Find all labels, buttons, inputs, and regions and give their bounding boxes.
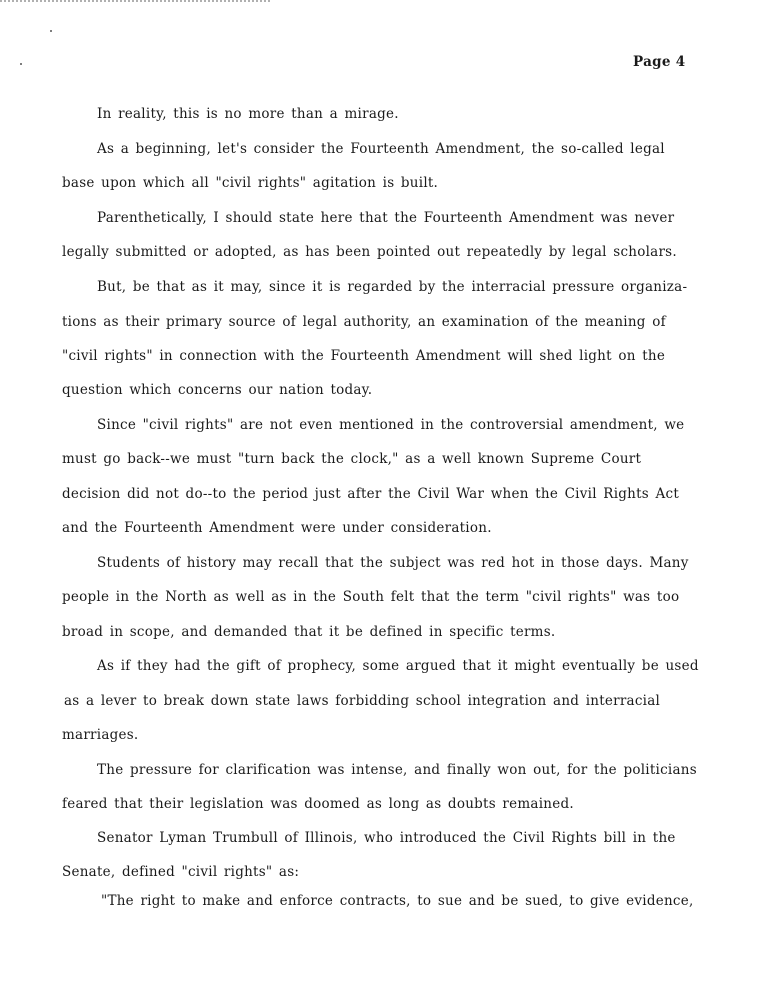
body-line: Since "civil rights" are not even mentioned in the controversial amendment, we (97, 417, 685, 433)
body-line: Senate, defined "civil rights" as: (62, 864, 300, 880)
body-line: broad in scope, and demanded that it be defined in specific terms. (62, 624, 556, 640)
body-line: As if they had the gift of prophecy, some argued that it might eventually be used (97, 658, 699, 674)
body-line: "civil rights" in connection with the Fourteenth Amendment will shed light on the (62, 348, 666, 364)
body-line: must go back--we must "turn back the clock," as a well known Supreme Court (62, 451, 642, 467)
body-line: Students of history may recall that the subject was red hot in those days. Many (97, 555, 689, 571)
top-dotted-rule (0, 0, 270, 2)
body-line: In reality, this is no more than a mirage. (97, 106, 399, 122)
body-line: The pressure for clarification was intense, and finally won out, for the politicians (97, 762, 697, 778)
body-line: feared that their legislation was doomed as long as doubts remained. (62, 796, 574, 812)
body-line: as a lever to break down state laws forbidding school integration and interracial (64, 693, 661, 709)
body-line: tions as their primary source of legal authority, an examination of the meaning of (62, 314, 666, 330)
body-line: But, be that as it may, since it is regarded by the interracial pressure organiza- (97, 279, 688, 295)
body-line: Parenthetically, I should state here that the Fourteenth Amendment was never (97, 210, 675, 226)
body-line: people in the North as well as in the South felt that the term "civil rights" was too (62, 589, 680, 605)
body-line: As a beginning, let's consider the Fourteenth Amendment, the so-called legal (97, 141, 665, 157)
page-number: Page 4 (633, 54, 686, 70)
scan-speck (20, 63, 22, 65)
body-line: base upon which all "civil rights" agitation is built. (62, 175, 439, 191)
body-line: legally submitted or adopted, as has been pointed out repeatedly by legal scholars. (62, 244, 677, 260)
body-line: and the Fourteenth Amendment were under consideration. (62, 520, 492, 536)
body-line: Senator Lyman Trumbull of Illinois, who introduced the Civil Rights bill in the (97, 830, 676, 846)
body-line: marriages. (62, 727, 139, 743)
quotation-line: "The right to make and enforce contracts, to sue and be sued, to give evidence, (101, 893, 694, 909)
scan-speck (50, 30, 52, 32)
body-line: question which concerns our nation today. (62, 382, 373, 398)
body-line: decision did not do--to the period just after the Civil War when the Civil Rights Act (62, 486, 679, 502)
